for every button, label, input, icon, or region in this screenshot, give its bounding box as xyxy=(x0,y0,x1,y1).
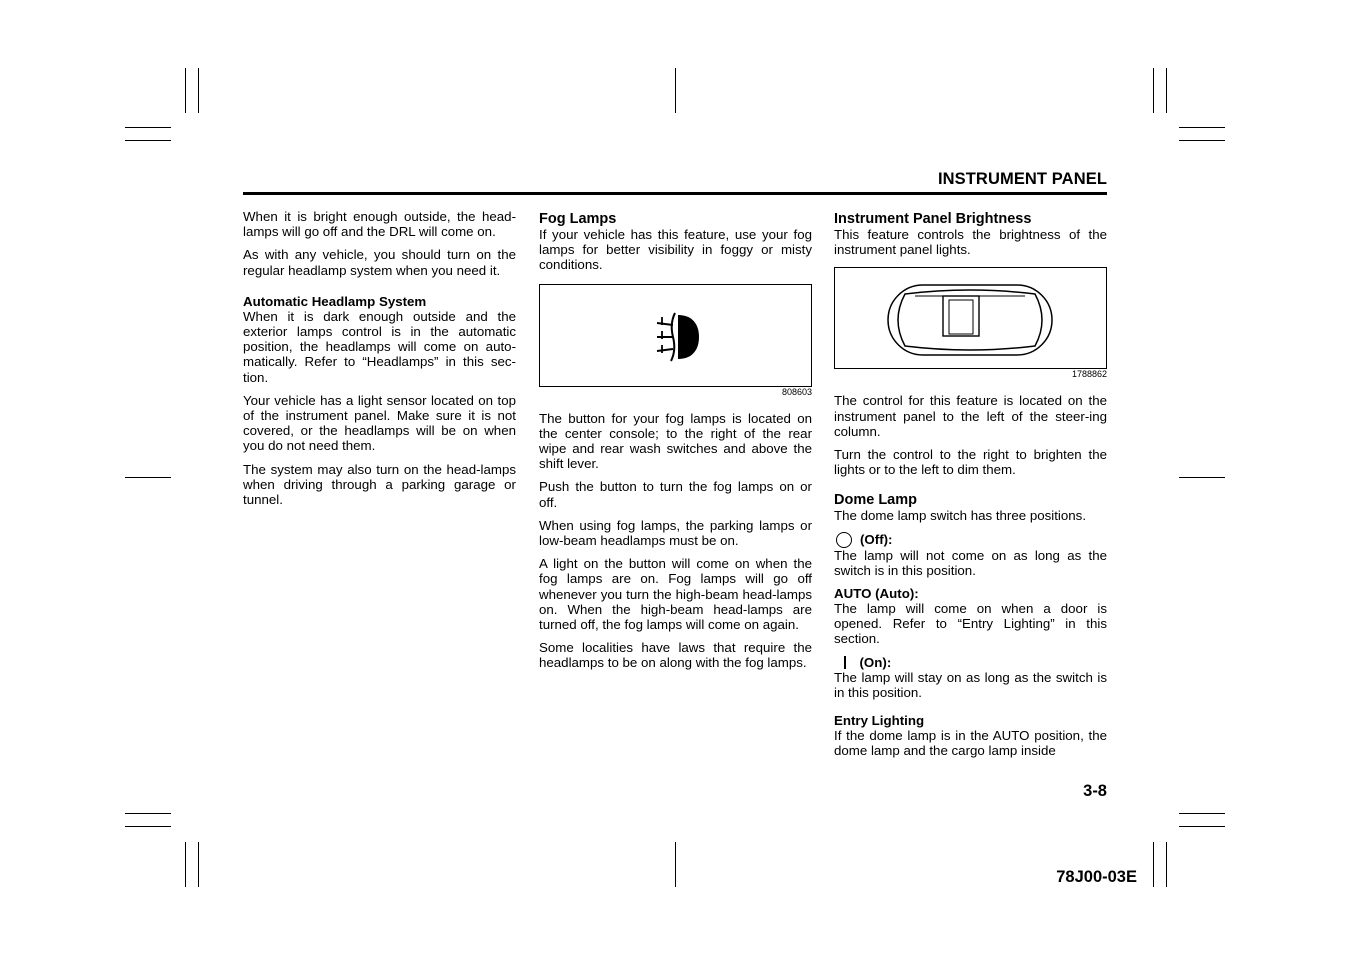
paragraph: Some localities have laws that require the headlamps to be on along with the fog lamps. xyxy=(539,640,812,671)
paragraph: If the dome lamp is in the AUTO position, the dome lamp and the cargo lamp inside xyxy=(834,728,1107,759)
crop-mark xyxy=(1166,68,1167,113)
crop-mark xyxy=(125,127,171,128)
off-circle-icon xyxy=(836,532,852,548)
paragraph: When it is dark enough outside and the exterior lamps control is in the automatic position, the headlamps will come on auto-matically. Refer to “Headlamps” in this sec-tion. xyxy=(243,308,516,385)
paragraph: The control for this feature is located on the instrument panel to the left of the steer-ing column. xyxy=(834,393,1107,439)
figure-code: 1788862 xyxy=(1071,369,1107,380)
paragraph: Push the button to turn the fog lamps on or off. xyxy=(539,479,812,510)
heading-automatic-headlamp-system: Automatic Headlamp System xyxy=(243,293,427,309)
crop-mark xyxy=(1179,127,1225,128)
crop-mark xyxy=(185,842,186,887)
on-bar-icon xyxy=(844,656,846,669)
crop-mark xyxy=(675,68,676,113)
crop-mark xyxy=(1179,477,1225,478)
paragraph: The lamp will not come on as long as the switch is in this position. xyxy=(834,547,1107,578)
crop-mark xyxy=(1179,140,1225,141)
on-position-label xyxy=(834,655,1107,670)
crop-mark xyxy=(1166,842,1167,887)
paragraph: The button for your fog lamps is located on the center console; to the right of the rear wipe and rear wash switches and above the shift lever. xyxy=(539,410,812,472)
crop-mark xyxy=(1179,826,1225,827)
column-left xyxy=(243,209,516,515)
column-right xyxy=(834,209,1107,766)
crop-mark xyxy=(125,140,171,141)
paragraph: When it is bright enough outside, the head-lamps will go off and the DRL will come on. xyxy=(243,209,516,240)
section-title: INSTRUMENT PANEL xyxy=(937,170,1107,188)
figure-code: 808603 xyxy=(781,386,812,397)
paragraph: If your vehicle has this feature, use your fog lamps for better visibility in foggy or misty conditions. xyxy=(539,227,812,273)
heading-dome-lamp: Dome Lamp xyxy=(834,492,917,509)
crop-mark xyxy=(125,826,171,827)
fog-lamp-figure xyxy=(539,284,812,387)
paragraph: The lamp will stay on as long as the switch is in this position. xyxy=(834,669,1107,700)
paragraph: This feature controls the brightness of the instrument panel lights. xyxy=(834,227,1107,258)
paragraph: Turn the control to the right to brighten the lights or to the left to dim them. xyxy=(834,447,1107,478)
paragraph: As with any vehicle, you should turn on the regular headlamp system when you need it. xyxy=(243,247,516,278)
crop-mark xyxy=(1153,68,1154,113)
header-rule xyxy=(243,192,1107,195)
paragraph: The lamp will come on when a door is opened. Refer to “Entry Lighting” in this section. xyxy=(834,601,1107,647)
dimmer-switch-icon xyxy=(885,282,1055,358)
paragraph: The dome lamp switch has three positions. xyxy=(834,508,1087,524)
page-number: 3-8 xyxy=(1083,782,1107,800)
auto-position-label: AUTO (Auto): xyxy=(834,586,919,602)
crop-mark xyxy=(675,842,676,887)
heading-instrument-panel-brightness: Instrument Panel Brightness xyxy=(834,211,1032,227)
crop-mark xyxy=(1153,842,1154,887)
paragraph: Your vehicle has a light sensor located on top of the instrument panel. Make sure it is not covered, or the headlamps will be on when you do not need them. xyxy=(243,392,516,454)
crop-mark xyxy=(1179,813,1225,814)
crop-mark xyxy=(125,813,171,814)
crop-mark xyxy=(198,68,199,113)
paragraph: A light on the button will come on when the fog lamps are on. Fog lamps will go off whenever you turn the high-beam head-lamps on. When the high-beam head-lamps are turned off, the fog lamps will come on again. xyxy=(539,556,812,633)
crop-mark xyxy=(198,842,199,887)
on-label-text: (On): xyxy=(859,654,892,670)
dimmer-figure xyxy=(834,267,1107,369)
document-code: 78J00-03E xyxy=(1056,868,1137,886)
crop-mark xyxy=(125,477,171,478)
fog-lamp-icon xyxy=(645,307,705,367)
paragraph: The system may also turn on the head-lamps when driving through a parking garage or tunnel. xyxy=(243,461,516,508)
off-label-text: (Off): xyxy=(860,532,893,548)
column-middle xyxy=(539,209,812,679)
off-position-label xyxy=(834,532,1107,548)
heading-entry-lighting: Entry Lighting xyxy=(834,713,925,729)
heading-fog-lamps: Fog Lamps xyxy=(539,211,617,227)
paragraph: When using fog lamps, the parking lamps or low-beam headlamps must be on. xyxy=(539,517,812,549)
crop-mark xyxy=(185,68,186,113)
